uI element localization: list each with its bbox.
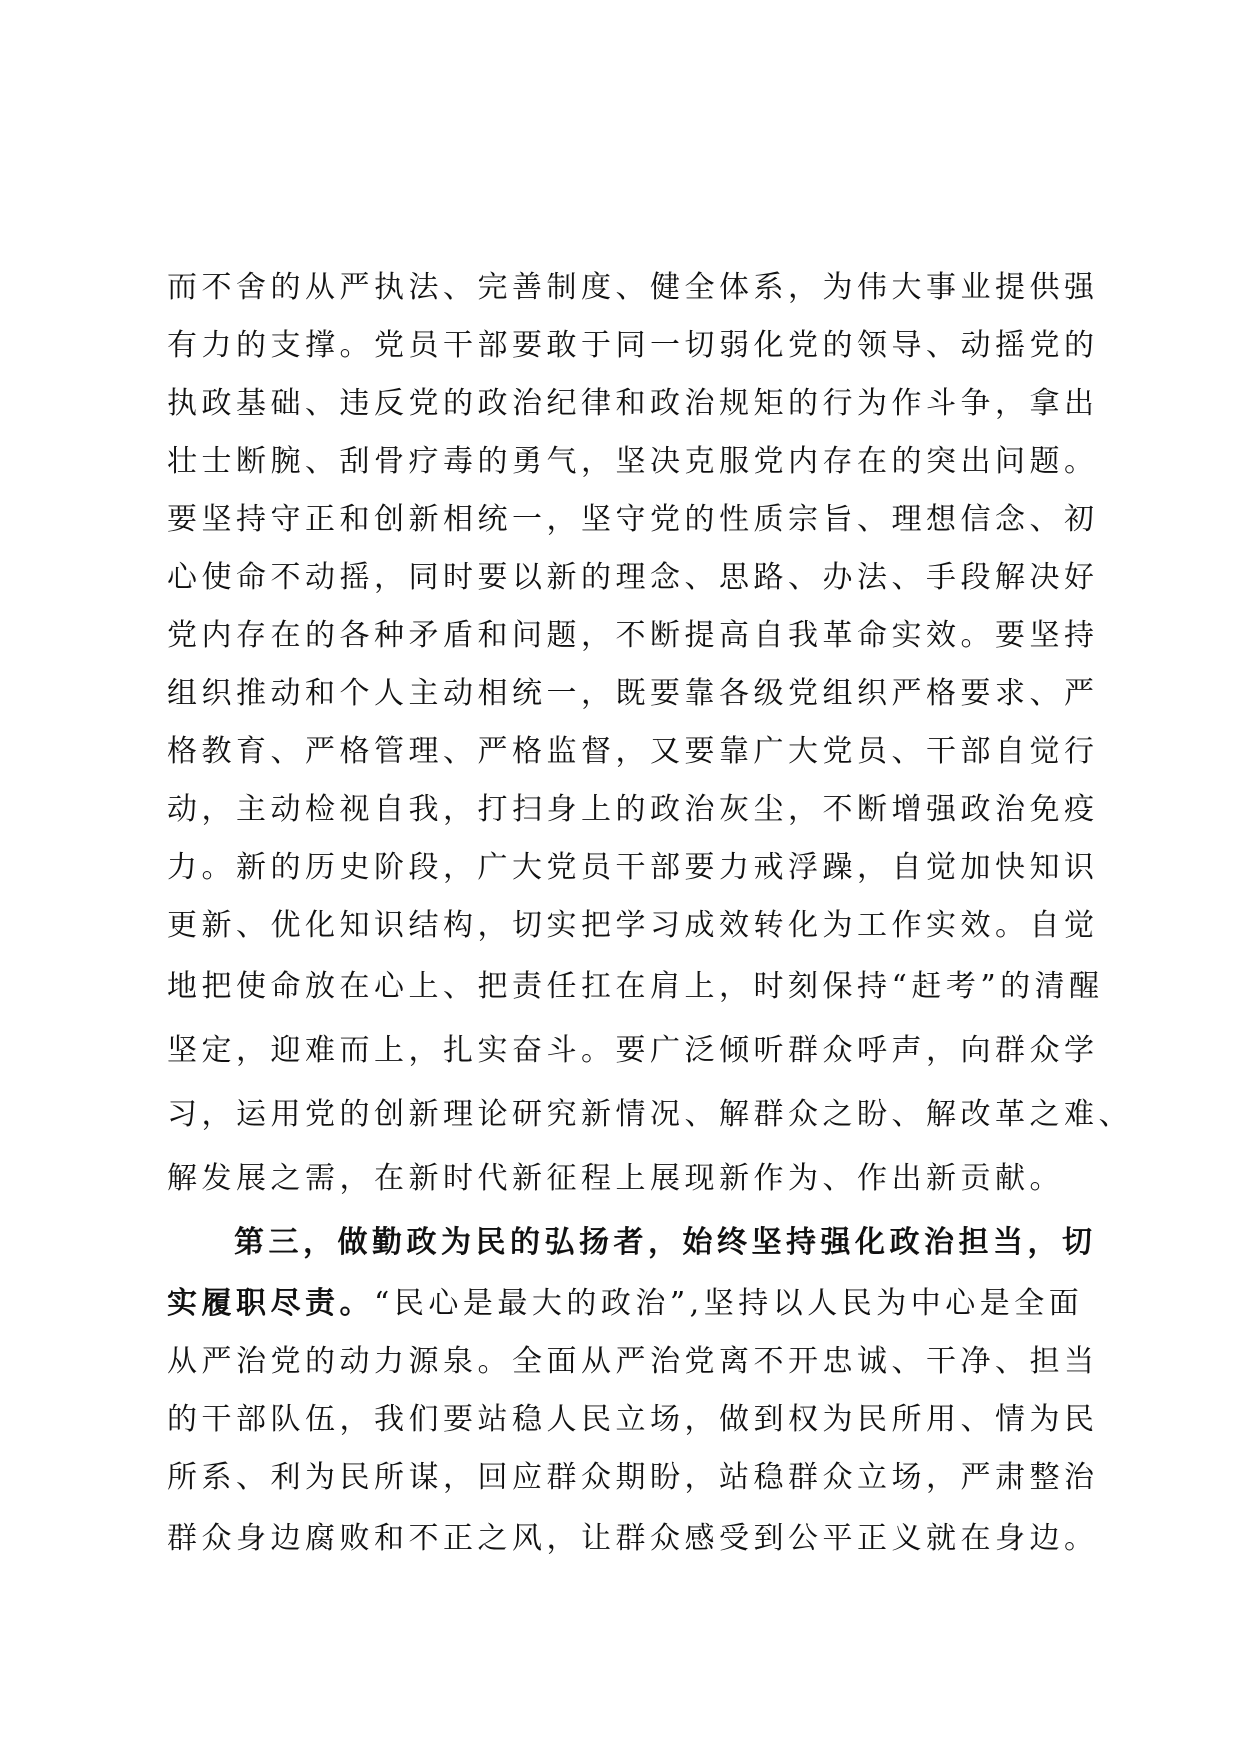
paragraph-1: [167, 259, 1133, 1211]
text-line: 心使命不动摇，同时要以新的理念、思路、办法、手段解决好: [167, 560, 1099, 595]
text-line: 地把使命放在心上、把责任扛在肩上，时刻保持“赶考”的清醒: [167, 969, 1104, 1004]
text-line: 更新、优化知识结构，切实把学习成效转化为工作实效。自觉: [167, 908, 1099, 943]
text-line: [167, 1275, 1107, 1333]
text-line: 执政基础、违反党的政治纪律和政治规矩的行为作斗争，拿出: [167, 386, 1099, 421]
text-line: 力。新的历史阶段，广大党员干部要力戒浮躁，自觉加快知识: [167, 850, 1099, 885]
text-line: 而不舍的从严执法、完善制度、健全体系，为伟大事业提供强: [167, 270, 1099, 305]
text-line: 壮士断腕、刮骨疗毒的勇气，坚决克服党内存在的突出问题。: [167, 444, 1099, 479]
text-line: 的干部队伍，我们要站稳人民立场，做到权为民所用、情为民: [167, 1402, 1099, 1437]
text-line: 格教育、严格管理、严格监督，又要靠广大党员、干部自觉行: [167, 734, 1099, 769]
text-line: 组织推动和个人主动相统一，既要靠各级党组织严格要求、严: [167, 676, 1099, 711]
text-line: 要坚持守正和创新相统一，坚守党的性质宗旨、理想信念、初: [167, 502, 1099, 537]
text-line: 党内存在的各种矛盾和问题，不断提高自我革命实效。要坚持: [167, 618, 1099, 653]
text-line: 习，运用党的创新理论研究新情况、解群众之盼、解改革之难、: [167, 1097, 1133, 1132]
text-line: 动，主动检视自我，打扫身上的政治灰尘，不断增强政治免疫: [167, 792, 1099, 827]
text-line: 有力的支撑。党员干部要敢于同一切弱化党的领导、动摇党的: [167, 328, 1099, 363]
text-line: 坚定，迎难而上，扎实奋斗。要广泛倾听群众呼声，向群众学: [167, 1033, 1099, 1068]
heading-line-rest: “民心是最大的政治”,坚持以人民为中心是全面: [374, 1286, 1084, 1321]
text-line: 所系、利为民所谋，回应群众期盼，站稳群众立场，严肃整治: [167, 1460, 1099, 1495]
paragraph-2: [167, 1211, 1107, 1571]
text-line: 解发展之需，在新时代新征程上展现新作为、作出新贡献。: [167, 1161, 1064, 1196]
section-heading-end: 实履职尽责。: [167, 1286, 374, 1321]
text-line: 群众身边腐败和不正之风，让群众感受到公平正义就在身边。: [167, 1521, 1099, 1556]
section-heading: 第三，做勤政为民的弘扬者，始终坚持强化政治担当，切: [234, 1225, 1097, 1260]
text-line: 从严治党的动力源泉。全面从严治党离不开忠诚、干净、担当: [167, 1344, 1099, 1379]
body-text: [167, 259, 1133, 1571]
